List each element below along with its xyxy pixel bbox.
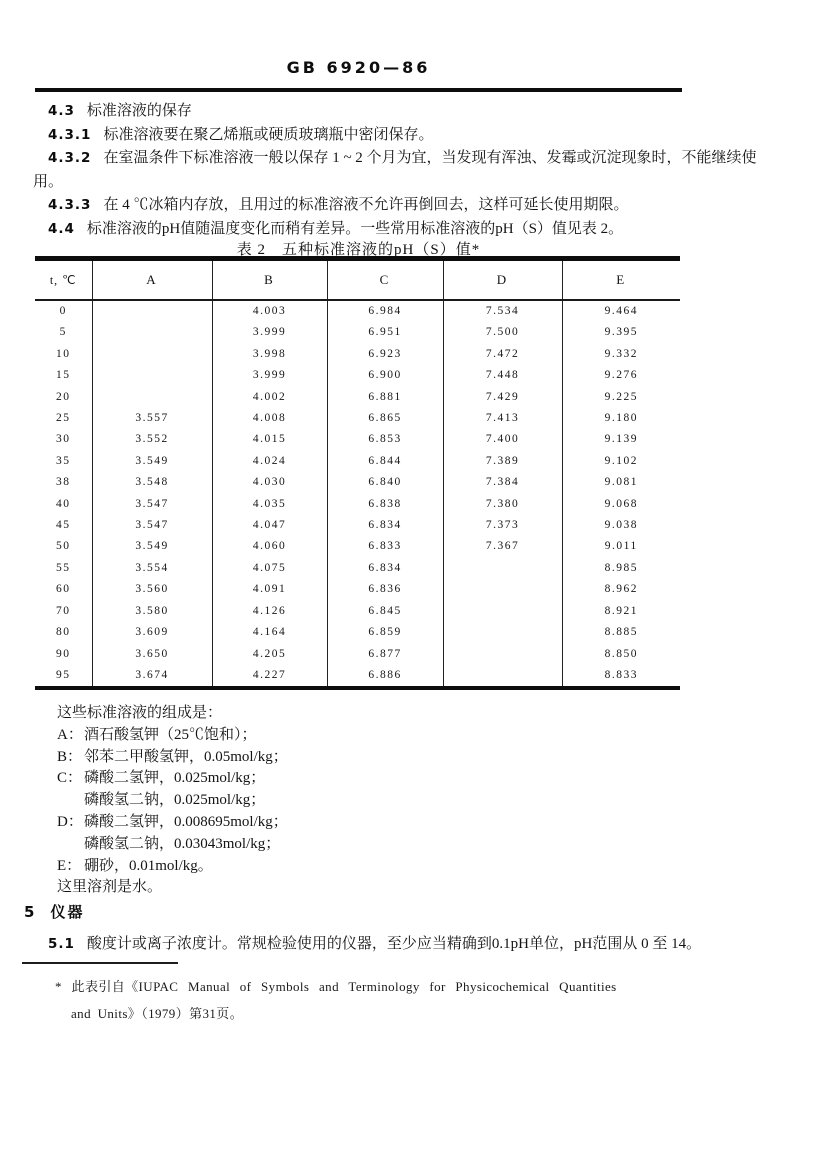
clause-text: 酸度计或离子浓度计。常规检验使用的仪器，至少应当精确到0.1pH单位，pH范围从 0 至 14。 — [86, 936, 702, 952]
table-cell — [443, 622, 562, 643]
table-cell: 6.834 — [327, 558, 443, 579]
clause-text: 在室温条件下标准溶液一般以保存 1 ~ 2 个月为宜，当发现有浑浊、发霉或沉淀现象时，不能继续使用。 — [33, 150, 757, 190]
composition-intro: 这些标准溶液的组成是： — [57, 705, 223, 721]
ph-table — [35, 256, 680, 690]
table-cell: 3.580 — [92, 601, 212, 622]
table-cell: 9.102 — [562, 451, 680, 472]
composition-item-a — [57, 725, 577, 747]
section-number: 5 — [24, 903, 37, 921]
table-cell: 4.024 — [212, 451, 327, 472]
clause-number: 4.3.1 — [48, 126, 92, 143]
composition-text: 邻苯二甲酸氢钾，0.05mol/kg； — [84, 748, 288, 765]
table-cell: 7.389 — [443, 451, 562, 472]
table-cell: 9.180 — [562, 408, 680, 429]
table-cell — [92, 322, 212, 343]
table-cell: 25 — [56, 412, 71, 425]
section-5-heading — [24, 901, 84, 922]
clause-number: 4.3.3 — [48, 197, 92, 213]
table-cell: 4.035 — [212, 494, 327, 515]
column-header-2: B — [212, 259, 327, 301]
table-cell: 9.225 — [562, 387, 680, 408]
table-cell: 15 — [56, 369, 71, 382]
table-cell: 3.548 — [92, 472, 212, 493]
table-row — [35, 322, 680, 343]
table-cell: 6.865 — [327, 408, 443, 429]
header-rule — [35, 88, 682, 92]
table-body — [35, 300, 680, 688]
composition-item-e — [57, 856, 577, 878]
table-cell: 6.838 — [327, 494, 443, 515]
table-cell: 6.845 — [327, 601, 443, 622]
footnote-line-1: * 此表引自《IUPAC Manual of Symbols and Terminology for Physicochemical Quantities — [55, 979, 617, 994]
table-cell: 4.075 — [212, 558, 327, 579]
table-cell: 7.373 — [443, 515, 562, 536]
composition-item-c2 — [57, 790, 577, 812]
clause-text: 在 4 ℃冰箱内存放，且用过的标准溶液不允许再倒回去，这样可延长使用期限。 — [103, 197, 629, 213]
table-row — [35, 429, 680, 450]
table-row — [35, 300, 680, 322]
composition-item-c — [57, 768, 577, 790]
table-cell: 7.413 — [443, 408, 562, 429]
table-cell: 3.547 — [92, 515, 212, 536]
table-cell: 8.885 — [562, 622, 680, 643]
table-cell: 35 — [56, 454, 71, 467]
table-cell: 3.998 — [212, 344, 327, 365]
composition-text: 硼砂，0.01mol/kg。 — [84, 857, 213, 874]
table-cell: 9.332 — [562, 344, 680, 365]
table-cell: 9.011 — [562, 536, 680, 557]
table-cell — [92, 344, 212, 365]
table-row — [35, 515, 680, 536]
clause-number: 4.3 — [48, 103, 75, 119]
table-cell: 8.962 — [562, 579, 680, 600]
footnote-rule — [22, 962, 178, 964]
table-cell: 4.008 — [212, 408, 327, 429]
table-caption: 表 2 五种标准溶液的pH（S）值* — [236, 242, 481, 258]
table-cell: 5 — [59, 326, 67, 339]
table-cell: 45 — [56, 519, 71, 532]
clause-number: 4.3.2 — [48, 150, 92, 166]
table-cell: 4.002 — [212, 387, 327, 408]
table-row — [35, 494, 680, 515]
table-cell: 8.985 — [562, 558, 680, 579]
composition-label: A： — [57, 726, 83, 743]
table-row — [35, 472, 680, 493]
solvent-note: 这里溶剂是水。 — [57, 879, 163, 896]
table-cell: 9.395 — [562, 322, 680, 343]
table-cell: 6.984 — [327, 300, 443, 322]
table-cell: 6.833 — [327, 536, 443, 557]
table-cell: 6.886 — [327, 665, 443, 688]
clause-5-1 — [48, 934, 783, 955]
table-cell: 6.844 — [327, 451, 443, 472]
table-cell: 4.164 — [212, 622, 327, 643]
table-cell: 55 — [56, 561, 71, 574]
table-row — [35, 451, 680, 472]
table-cell: 90 — [56, 647, 71, 660]
table-cell: 3.650 — [92, 644, 212, 665]
table-cell: 3.549 — [92, 536, 212, 557]
table-cell: 0 — [59, 305, 67, 317]
clause-4-3 — [33, 100, 775, 124]
composition-text: 磷酸氢二钠，0.03043mol/kg； — [84, 835, 281, 852]
table-cell: 60 — [56, 583, 71, 596]
table-cell — [443, 665, 562, 688]
table-cell: 7.472 — [443, 344, 562, 365]
table-cell: 3.560 — [92, 579, 212, 600]
table-cell: 80 — [56, 626, 71, 639]
table-cell: 9.276 — [562, 365, 680, 386]
table-cell: 95 — [56, 668, 71, 681]
table-cell: 50 — [56, 540, 71, 553]
table-cell: 7.384 — [443, 472, 562, 493]
table-row — [35, 536, 680, 557]
composition-text: 磷酸二氢钾，0.008695mol/kg； — [84, 813, 288, 830]
table-cell: 3.999 — [212, 365, 327, 386]
composition-item-d2 — [57, 834, 577, 856]
table-row — [35, 601, 680, 622]
clause-4-3-3 — [33, 194, 775, 218]
table-cell: 4.091 — [212, 579, 327, 600]
table-cell: 4.060 — [212, 536, 327, 557]
table-cell: 3.547 — [92, 494, 212, 515]
column-header-0: t, ℃ — [35, 259, 92, 301]
table-cell: 9.464 — [562, 300, 680, 322]
composition-block — [57, 703, 577, 899]
table-cell: 20 — [56, 390, 71, 403]
table-cell: 4.126 — [212, 601, 327, 622]
table-cell: 30 — [56, 433, 71, 446]
table-cell: 9.068 — [562, 494, 680, 515]
table-cell — [443, 644, 562, 665]
table-cell — [443, 601, 562, 622]
table-cell: 70 — [56, 604, 71, 617]
composition-text: 磷酸氢二钠，0.025mol/kg； — [84, 792, 266, 809]
table-cell: 8.921 — [562, 601, 680, 622]
table-cell: 7.500 — [443, 322, 562, 343]
column-header-3: C — [327, 259, 443, 301]
clause-4-3-1 — [33, 124, 775, 148]
composition-item-b — [57, 747, 577, 769]
table-cell: 7.534 — [443, 300, 562, 322]
table-cell: 3.557 — [92, 408, 212, 429]
table-cell: 3.609 — [92, 622, 212, 643]
table-row — [35, 387, 680, 408]
clause-4-3-2 — [33, 147, 775, 194]
table-row — [35, 665, 680, 688]
table-cell: 4.227 — [212, 665, 327, 688]
table-cell — [443, 558, 562, 579]
table-row — [35, 644, 680, 665]
footnote-line-2: and Units》（1979）第31页。 — [71, 1006, 244, 1021]
table-cell — [92, 300, 212, 322]
clause-text: 标准溶液的pH值随温度变化而稍有差异。一些常用标准溶液的pH（S）值见表 2。 — [86, 220, 624, 237]
composition-text: 磷酸二氢钾，0.025mol/kg； — [84, 770, 266, 787]
table-row — [35, 408, 680, 429]
table-cell: 38 — [56, 476, 71, 489]
clause-text: 标准溶液要在聚乙烯瓶或硬质玻璃瓶中密闭保存。 — [103, 126, 434, 143]
table-cell: 6.834 — [327, 515, 443, 536]
doc-header-number: GB 6920—86 — [286, 58, 431, 77]
table-row — [35, 365, 680, 386]
table-cell: 6.859 — [327, 622, 443, 643]
table-cell — [443, 579, 562, 600]
composition-item-d — [57, 812, 577, 834]
table-cell — [92, 365, 212, 386]
footnote — [55, 973, 780, 1027]
composition-label: B： — [57, 748, 83, 765]
table-cell: 3.999 — [212, 322, 327, 343]
clause-number: 5.1 — [48, 936, 75, 952]
column-header-4: D — [443, 259, 562, 301]
table-cell: 7.429 — [443, 387, 562, 408]
table-cell: 6.840 — [327, 472, 443, 493]
table-cell: 6.923 — [327, 344, 443, 365]
table-cell: 4.205 — [212, 644, 327, 665]
table-row — [35, 558, 680, 579]
table-head — [35, 259, 680, 301]
table-cell: 7.380 — [443, 494, 562, 515]
table-cell: 6.951 — [327, 322, 443, 343]
table-cell: 6.881 — [327, 387, 443, 408]
clauses-block — [33, 100, 775, 241]
composition-text: 酒石酸氢钾（25℃饱和）； — [84, 726, 257, 743]
table-cell: 7.448 — [443, 365, 562, 386]
table-row — [35, 622, 680, 643]
composition-label: E： — [57, 857, 82, 874]
table-cell: 6.900 — [327, 365, 443, 386]
table-cell: 8.833 — [562, 665, 680, 688]
table-cell: 10 — [56, 347, 71, 360]
table-row — [35, 579, 680, 600]
composition-label: C： — [57, 770, 83, 787]
table-cell: 6.836 — [327, 579, 443, 600]
table-cell — [92, 387, 212, 408]
table-row — [35, 344, 680, 365]
table-cell: 9.081 — [562, 472, 680, 493]
table-cell: 3.549 — [92, 451, 212, 472]
clause-number: 4.4 — [48, 220, 75, 237]
composition-label: D： — [57, 813, 83, 830]
table-header-row — [35, 259, 680, 301]
table-cell: 9.139 — [562, 429, 680, 450]
table-cell: 4.015 — [212, 429, 327, 450]
table-cell: 4.003 — [212, 300, 327, 322]
column-header-1: A — [92, 259, 212, 301]
table-cell: 7.400 — [443, 429, 562, 450]
table-cell: 6.877 — [327, 644, 443, 665]
table-cell: 3.552 — [92, 429, 212, 450]
table-cell: 3.554 — [92, 558, 212, 579]
table-cell: 9.038 — [562, 515, 680, 536]
table-cell: 3.674 — [92, 665, 212, 688]
table-cell: 4.030 — [212, 472, 327, 493]
table-cell: 6.853 — [327, 429, 443, 450]
table-cell: 7.367 — [443, 536, 562, 557]
table-cell: 4.047 — [212, 515, 327, 536]
section-title: 仪器 — [50, 903, 85, 921]
table-cell: 8.850 — [562, 644, 680, 665]
clause-text: 标准溶液的保存 — [86, 103, 192, 119]
table-cell: 40 — [56, 497, 71, 510]
column-header-5: E — [562, 259, 680, 301]
